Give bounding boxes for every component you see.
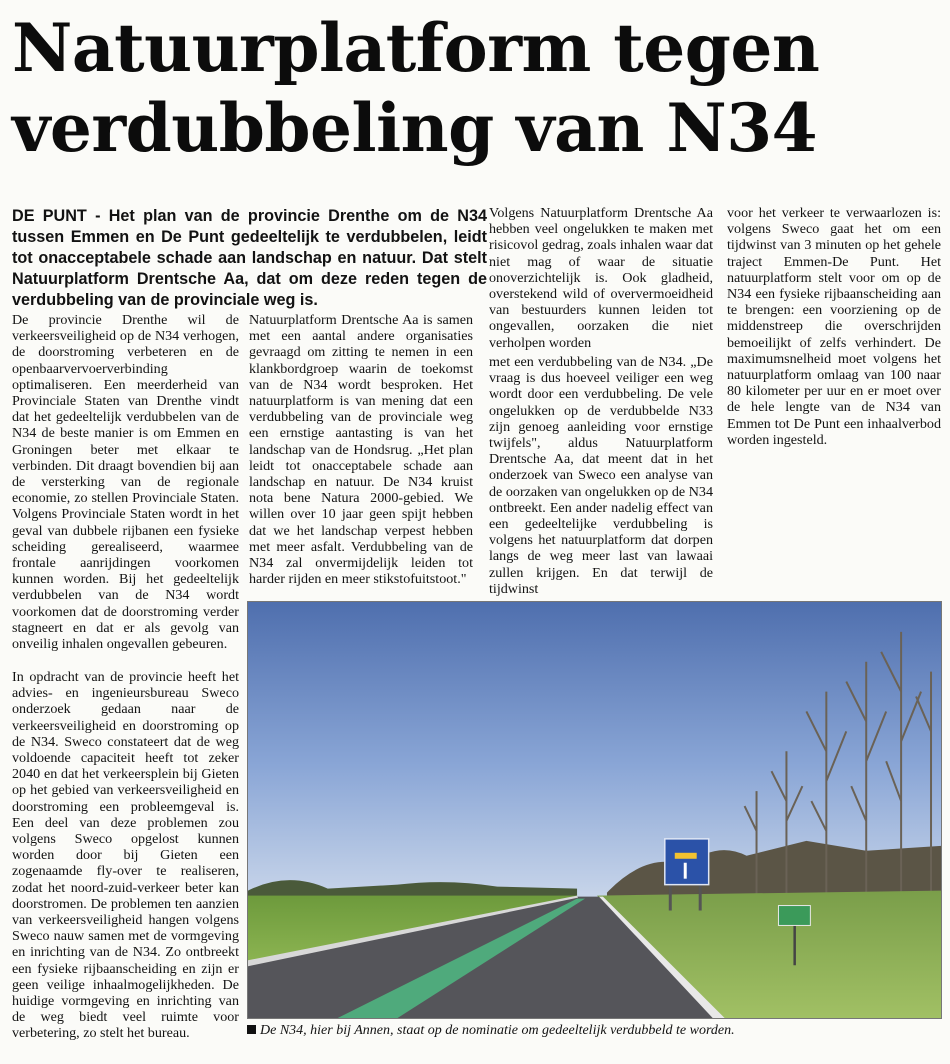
column4-paragraph: voor het verkeer te verwaarlozen is: volgens Sweco gaat het om een tijdwinst van 3 minuten op het gehele traject Emmen-De Punt. Het natuurplatform stelt voor om op de N34 een fysieke rijbaanscheiding aan te brengen: een voorziening op de middenstreep die overschrijden bemoeilijkt of zelfs verhindert. De maximumsnelheid moet volgens het natuurplatform omlaag van 100 naar 80 kilometer per uur en er moet over de hele lengte van de N34 van Emmen tot De Punt een inhaalverbod worden ingesteld.	[727, 205, 941, 448]
headline: Natuurplatform tegen verdubbeling van N34	[12, 9, 820, 167]
lead-paragraph: DE PUNT - Het plan van de provincie Drenthe om de N34 tussen Emmen en De Punt gedeeltelijk te verdubbelen, leidt tot onacceptabele schade aan landschap en natuur. Dat stelt Natuurplatform Drentsche Aa, dat om deze reden tegen de verdubbeling van de provinciale weg is.	[12, 207, 487, 309]
column1-paragraph2: In opdracht van de provincie heeft het advies- en ingenieursbureau Sweco onderzoek gedaan naar de verkeersveiligheid en doorstroming op de N34. Sweco constateert dat de weg voldoende capaciteit heeft tot zeker 2040 en dat het verkeersplein bij Gieten op het gebied van verkeersveiligheid en doorstroming een probleemgeval is. Een deel van deze problemen zou volgens Sweco opgelost kunnen worden door bij Gieten een zogenaamde fly-over te realiseren, zodat het noord-zuid-verkeer beter kan doorstromen. De problemen ten aanzien van verkeersveiligheid hangen volgens Sweco nauw samen met de vormgeving en inrichting van de N34. Zo ontbreekt een fysieke rijbaanscheiding en zijn er geen veilige inhaalmogelijkheden. De huidige vormgeving en inrichting van de weg biedt veel ruimte voor verbetering, zo stelt het bureau.	[12, 669, 239, 1042]
column1-paragraph1: De provincie Drenthe wil de verkeersveiligheid op de N34 verhogen, de doorstroming verbeteren en de openbaarvervoerverbinding optimaliseren. Een meerderheid van Provinciale Staten van Drenthe vindt dat het gedeeltelijk verdubbelen van de N34 de beste manier is om Emmen en Groningen beter met elkaar te verbinden. Dit draagt bovendien bij aan de versterking van de regionale economie, zo stellen Provinciale Staten. Volgens Provinciale Staten wordt in het geval van dubbele rijbanen een fysieke scheiding gerealiseerd, waarmee frontale aanrijdingen voorkomen kunnen worden. Bij het gedeeltelijk verdubbelen van de N34 wordt voorkomen dat de doorstroming verder stagneert en dat er als gevolg van onveilig inhalen ongevallen gebeuren.	[12, 312, 239, 653]
photo-caption	[247, 1022, 947, 1040]
road-photo-drawing	[248, 602, 941, 1018]
column3-paragraph2: met een verdubbeling van de N34. „De vraag is dus hoeveel veiliger een weg wordt door een verdubbeling. De vele ongelukken op de verdubbelde N33 zijn genoeg aanleiding voor ernstige twijfels", aldus Natuurplatform Drentsche Aa, dat meent dat in het onderzoek van Sweco een analyse van de oorzaken van ongelukken op de N34 ontbreekt. Een ander nadelig effect van een gedeeltelijke verdubbeling is volgens het natuurplatform dat dorpen langs de weg meer last van lawaai zullen krijgen. En dat terwijl de tijdwinst	[489, 354, 713, 597]
caption-text: De N34, hier bij Annen, staat op de nominatie om gedeeltelijk verdubbeld te worden.	[260, 1023, 735, 1038]
road-photo	[247, 601, 942, 1019]
column2-paragraph: Natuurplatform Drentsche Aa is samen met een aantal andere organisaties gevraagd om zitting te nemen in een klankbordgroep waarin de toekomst van de N34 wordt besproken. Het natuurplatform is van mening dat een verdubbeling van de provinciale weg een ernstige aantasting is van het landschap van de Hondsrug. „Het plan leidt tot onacceptabele schade aan landschap en natuur. De N34 kruist nota bene Natura 2000-gebied. We willen over 10 jaar geen spijt hebben dat we het landschap verpest hebben met meer asfalt. Verdubbeling van de N34 zal onvermijdelijk leiden tot harder rijden en meer stikstofuitstoot."	[249, 312, 473, 588]
column3-paragraph1: Volgens Natuurplatform Drentsche Aa hebben veel ongelukken te maken met risicovol gedrag, zoals inhalen waar dat niet mag of waar de situatie onoverzichtelijk is. Ook gladheid, overstekend wild of oververmoeidheid van bestuurders kunnen leiden tot ongevallen, oorzaken die niet verholpen worden	[489, 205, 713, 351]
caption-bullet-icon	[247, 1025, 256, 1034]
